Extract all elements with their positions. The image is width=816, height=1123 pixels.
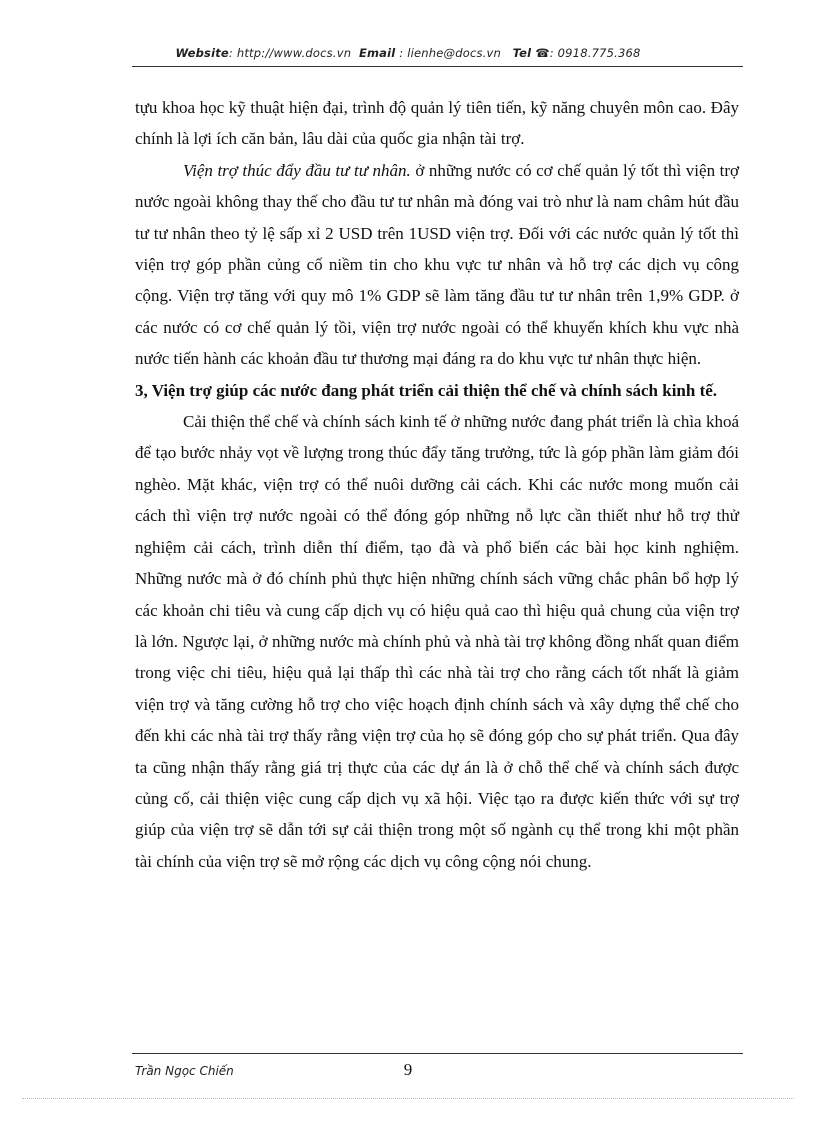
page-bottom-edge xyxy=(22,1098,794,1099)
paragraph-2-lead: Viện trợ thúc đẩy đầu tư tư nhân. xyxy=(183,160,411,180)
website-value: : http://www.docs.vn xyxy=(228,46,352,60)
paragraph-3: Cải thiện thể chế và chính sách kinh tế ở những nước đang phát triển là chìa khoá để tạo bước nhảy vọt về lượng trong thúc đẩy tăng trưởng, tức là góp phần làm giảm đói nghèo. Mặt khác, viện trợ có thể nuôi dưỡng cải cách. Khi các nước mong muốn cải cách thì viện trợ nước ngoài có thể đóng góp những nỗ lực cần thiết như hỗ trợ thử nghiệm cải cách, trình diễn thí điểm, tạo đà và phổ biến các bài học kinh nghiệm. Những nước mà ở đó chính phủ thực hiện những chính sách vững chắc phân bổ hợp lý các khoản chi tiêu và cung cấp dịch vụ có hiệu quả cao thì hiệu quả chung của viện trợ là lớn. Ngược lại, ở những nước mà chính phủ và nhà tài trợ không đồng nhất quan điểm trong việc chi tiêu, hiệu quả lại thấp thì các nhà tài trợ cho rằng cách tốt nhất là giảm viện trợ và tăng cường hỗ trợ cho việc hoạch định chính sách và xây dựng thể chế cho đến khi các nhà tài trợ thấy rằng viện trợ của họ sẽ đóng góp cho sự phát triển. Qua đây ta cũng nhận thấy rằng giá trị thực của các dự án là ở chỗ thể chế và chính sách được củng cố, cải thiện việc cung cấp dịch vụ xã hội. Việc tạo ra được kiến thức với sự trợ giúp của viện trợ sẽ dẫn tới sự cải thiện trong một số ngành cụ thể trong khi một phần tài chính của viện trợ sẽ mở rộng các dịch vụ công cộng nói chung. xyxy=(135,412,739,871)
paragraph-1: tựu khoa học kỹ thuật hiện đại, trình độ quản lý tiên tiến, kỹ năng chuyên môn cao. Đây chính là lợi ích căn bản, lâu dài của quốc gia nhận tài trợ. xyxy=(135,98,739,149)
email-label: Email xyxy=(358,46,396,60)
page-header xyxy=(0,46,816,60)
tel-label: Tel xyxy=(512,46,532,60)
footer-author: Trần Ngọc Chiến xyxy=(135,1064,234,1078)
footer-rule xyxy=(132,1053,743,1054)
telephone-icon: ☎ xyxy=(535,46,550,60)
section-heading: 3, Viện trợ giúp các nước đang phát triển cải thiện thể chế và chính sách kinh tế. xyxy=(135,380,718,400)
tel-value: : 0918.775.368 xyxy=(549,46,641,60)
document-body xyxy=(135,92,739,877)
page-number: 9 xyxy=(403,1060,413,1079)
email-value: : lienhe@docs.vn xyxy=(399,46,502,60)
header-rule xyxy=(132,66,743,67)
website-label: Website xyxy=(175,46,229,60)
paragraph-2-text: ở những nước có cơ chế quản lý tốt thì viện trợ nước ngoài không thay thế cho đầu tư tư nhân mà đóng vai trò như là nam châm hút đầu tư tư nhân theo tỷ lệ sấp xỉ 2 USD trên 1USD viện trợ. Đối với các nước quản lý tốt thì viện trợ góp phần củng cố niềm tin cho khu vực tư nhân và hỗ trợ các dịch vụ công cộng. Viện trợ tăng với quy mô 1% GDP sẽ làm tăng đầu tư tư nhân trên 1,9% GDP. ở các nước có cơ chế quản lý tồi, viện trợ nước ngoài có thể khuyến khích khu vực nhà nước tiến hành các khoản đầu tư thương mại đáng ra do khu vực tư nhân thực hiện. xyxy=(135,160,740,369)
paragraph-2 xyxy=(135,155,739,375)
